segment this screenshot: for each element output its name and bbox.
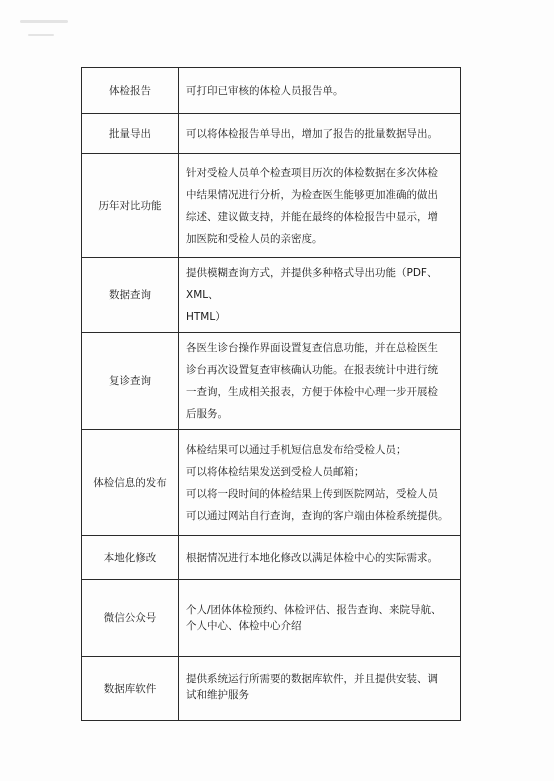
feature-description: [179, 333, 461, 430]
table-row: [82, 580, 461, 657]
description-line: 提供系统运行所需要的数据库软件，并且提供安装、调: [186, 673, 438, 685]
feature-name: 数据库软件: [82, 657, 179, 721]
feature-description: [179, 536, 461, 580]
description-line: 后服务。: [186, 408, 228, 420]
description-line: 可以将体检结果发送到受检人员邮箱；: [186, 465, 365, 478]
description-line: 诊台再次设置复查审核确认功能。在报表统计中进行统: [186, 364, 438, 376]
description-line: 针对受检人员单个检查项目历次的体检数据在多次体检: [186, 166, 438, 179]
description-line: 综述、建议做支持，并能在最终的体检报告中显示，增: [186, 210, 438, 223]
table-row: [82, 68, 461, 114]
description-line: 各医生诊台操作界面设置复查信息功能，并在总检医生: [186, 342, 438, 354]
description-line: 可以将体检报告单导出，增加了报告的批量数据导出。: [186, 127, 438, 140]
feature-description: [179, 258, 461, 333]
table-row: [82, 154, 461, 258]
description-line: 个人中心、体检中心介绍: [186, 620, 302, 632]
feature-name: 数据查询: [82, 258, 179, 333]
table-row: [82, 536, 461, 580]
feature-description: [179, 68, 461, 114]
scan-artifact: [28, 34, 54, 36]
feature-name: 体检信息的发布: [82, 430, 179, 536]
description-line: 个人/团体体检预约、体检评估、报告查询、来院导航、: [186, 604, 442, 616]
table-row: [82, 258, 461, 333]
feature-name: 批量导出: [82, 114, 179, 154]
feature-name: 体检报告: [82, 68, 179, 114]
description-line: 加医院和受检人员的亲密度。: [186, 232, 323, 245]
description-line: HTML）: [186, 311, 226, 323]
feature-name: 历年对比功能: [82, 154, 179, 258]
feature-name: 复诊查询: [82, 333, 179, 430]
feature-description: [179, 154, 461, 258]
description-line: 试和维护服务: [186, 689, 249, 701]
table-row: [82, 114, 461, 154]
table-row: [82, 333, 461, 430]
description-line: 可打印已审核的体检人员报告单。: [186, 84, 344, 97]
feature-description: [179, 114, 461, 154]
description-line: 一查询，生成相关报表，方便于体检中心理一步开展检: [186, 386, 438, 398]
table-row: [82, 430, 461, 536]
feature-description: [179, 430, 461, 536]
description-line: 可以将一段时间的体检结果上传到医院网站，受检人员: [186, 487, 438, 500]
feature-description: [179, 657, 461, 721]
description-line: 提供模糊查询方式，并提供多种格式导出功能（PDF、XML、: [186, 267, 438, 301]
feature-table: [81, 67, 461, 721]
description-line: 可以通过网站自行查询，查询的客户端由体检系统提供。: [186, 509, 449, 522]
description-line: 中结果情况进行分析，为检查医生能够更加准确的做出: [186, 188, 438, 201]
description-line: 体检结果可以通过手机短信息发布给受检人员；: [186, 443, 407, 456]
feature-description: [179, 580, 461, 657]
feature-name: 微信公众号: [82, 580, 179, 657]
feature-name: 本地化修改: [82, 536, 179, 580]
table-row: [82, 657, 461, 721]
description-line: 根据情况进行本地化修改以满足体检中心的实际需求。: [186, 551, 438, 564]
scan-artifact: [20, 20, 68, 23]
